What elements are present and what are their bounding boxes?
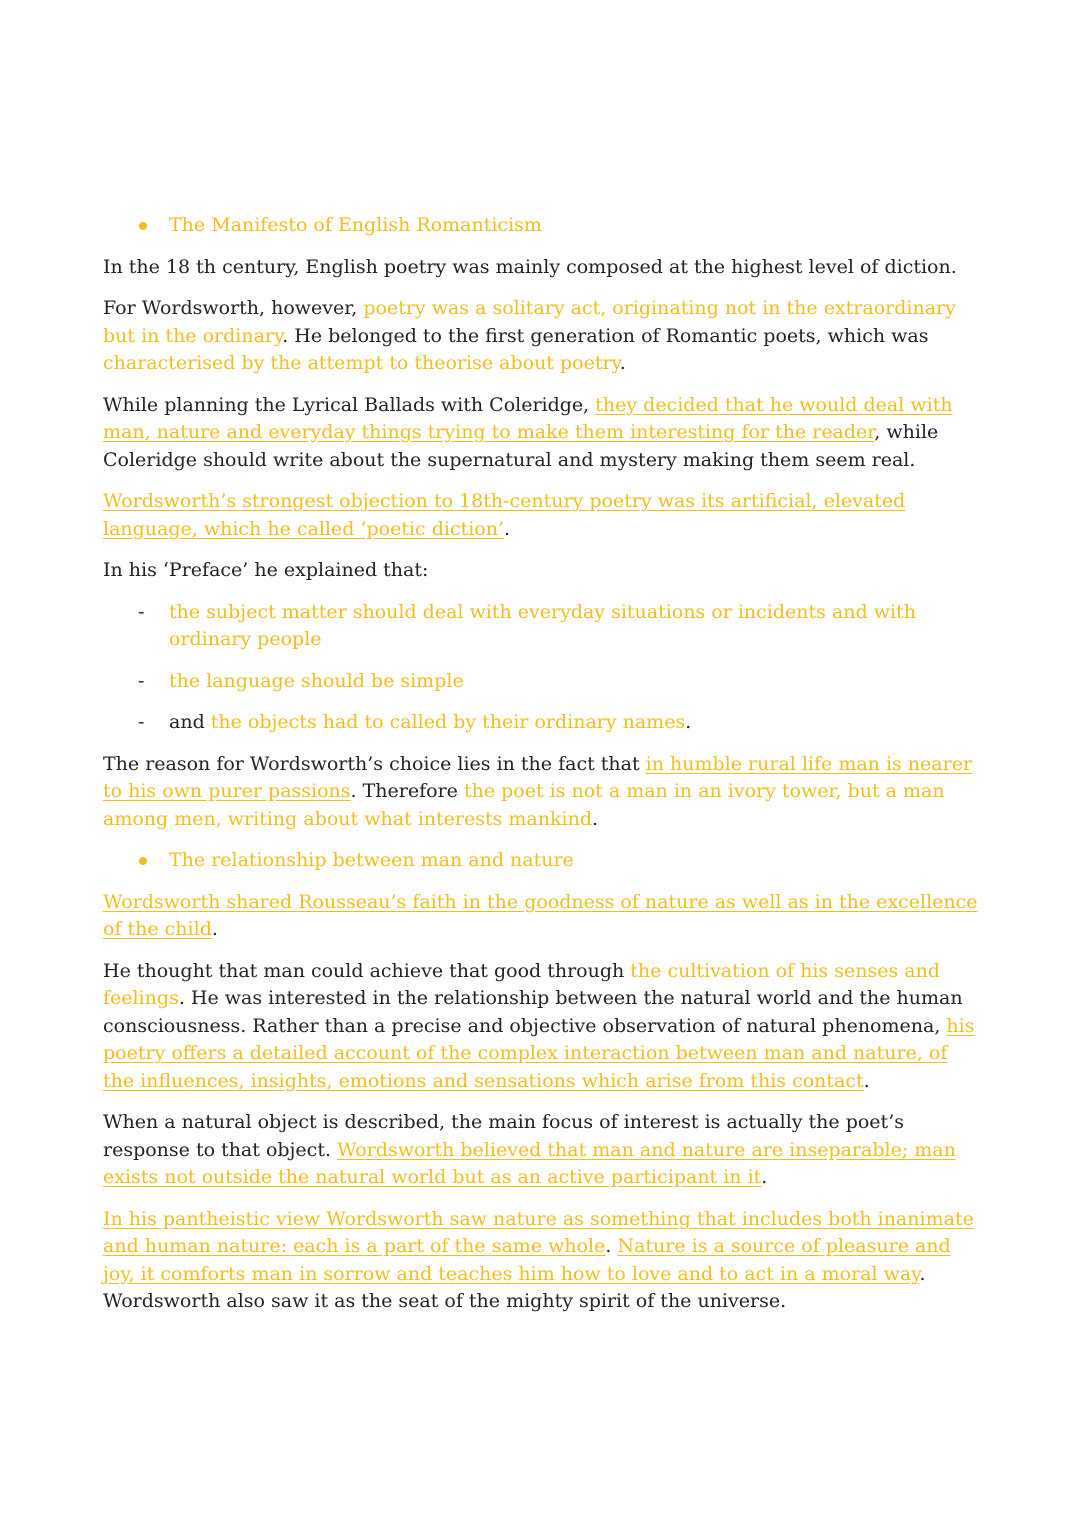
highlighted-underlined-text: Wordsworth’s strongest objection to 18th-century poetry was its artificial, elevated language, which he called ‘poetic diction’ — [103, 490, 906, 540]
highlighted-underlined-text: Nature is a source of pleasure and joy, it comforts man in sorrow and teaches him how to love and to act in a moral way — [103, 1235, 951, 1285]
highlighted-text: characterised by the attempt to theorise about poetry — [103, 352, 620, 374]
text-run: . — [761, 1166, 768, 1188]
text-run: For Wordsworth, however, — [103, 297, 364, 319]
text-run: . — [619, 352, 626, 374]
text-run: . — [685, 711, 692, 733]
text-run: . He was interested in the relationship between the natural world and the human consciousness. Rather than a precise and objective observation of natural phenomena, — [103, 987, 963, 1037]
highlighted-underlined-text: his poetry offers a detailed account of the complex interaction between man and nature, of the influences, insights, emotions and sensations which arise from this contact — [103, 1014, 975, 1092]
highlighted-text: the language should be simple — [169, 669, 464, 692]
highlighted-underlined-text: In his pantheistic view Wordsworth saw nature as something that includes both inanimate and human nature: each is a part of the same whole — [103, 1207, 974, 1257]
paragraph-preface: In his ‘Preface’ he explained that: — [103, 559, 429, 581]
text-run: . He belonged to the first generation of Romantic poets, which was — [282, 324, 929, 347]
dash-marker: - — [138, 711, 145, 733]
text-run: When a natural object is described, the main focus of interest is actually the poet’s response to that object. — [103, 1111, 904, 1161]
section-heading-man-nature — [103, 847, 983, 875]
list-item — [103, 668, 983, 696]
text-run: . — [863, 1069, 870, 1092]
highlighted-text: poetry was a solitary act, originating not in the extraordinary but in the ordinary — [103, 297, 956, 347]
paragraph-poetic-diction — [103, 488, 983, 543]
text-run: , while Coleridge should write about the supernatural and mystery making them seem real. — [103, 421, 939, 471]
section-heading-manifesto — [103, 212, 983, 240]
text-run: and — [169, 711, 211, 733]
dash-marker: - — [138, 669, 145, 692]
highlighted-text: the subject matter should deal with everyday situations or incidents and with ordinary people — [169, 600, 916, 650]
paragraph-wordsworth-ordinary — [103, 295, 983, 378]
highlighted-text: the cultivation of his senses and feelings — [103, 959, 940, 1009]
bullet-icon — [139, 222, 147, 230]
highlighted-text: the objects had to called by their ordinary names — [210, 711, 686, 733]
bullet-icon — [139, 857, 147, 865]
list-item — [103, 709, 983, 737]
section-heading-text: The Manifesto of English Romanticism — [169, 214, 542, 236]
paragraph-rousseau — [103, 889, 983, 944]
text-run: . — [211, 918, 218, 940]
highlighted-underlined-text: Wordsworth shared Rousseau’s faith in the goodness of nature as well as in the excellence of the child — [103, 890, 978, 940]
paragraph-lyrical-ballads — [103, 392, 983, 475]
text-run: . — [605, 1235, 618, 1257]
paragraph-natural-object — [103, 1109, 983, 1192]
highlighted-underlined-text: in humble rural life man is nearer to his own purer passions — [103, 752, 973, 802]
text-run: . — [591, 807, 599, 830]
highlighted-underlined-text: they decided that he would deal with man, nature and everyday things trying to make them interesting for the reader — [103, 393, 953, 443]
text-run: . — [504, 517, 511, 540]
list-item — [103, 599, 983, 654]
text-run: While planning the Lyrical Ballads with Coleridge, — [103, 393, 596, 416]
section-heading-text: The relationship between man and nature — [169, 849, 574, 871]
text-run: The reason for Wordsworth’s choice lies in the fact that — [103, 752, 646, 775]
dash-marker: - — [138, 600, 145, 623]
text-run: . Therefore — [350, 780, 464, 802]
paragraph-18th-century: In the 18 th century, English poetry was mainly composed at the highest level of diction. — [103, 255, 957, 278]
paragraph-senses — [103, 958, 983, 1096]
text-run: . Wordsworth also saw it as the seat of the mighty spirit of the universe. — [103, 1262, 926, 1312]
paragraph-pantheistic — [103, 1206, 983, 1316]
document-page — [103, 212, 983, 1330]
highlighted-text: the poet is not a man in an ivory tower, but a man among men, writing about what interests mankind — [103, 780, 945, 830]
highlighted-underlined-text: Wordsworth believed that man and nature are inseparable; man exists not outside the natural world but as an active participant in it — [103, 1138, 956, 1188]
paragraph-reason — [103, 751, 983, 834]
text-run: He thought that man could achieve that good through — [103, 959, 631, 982]
